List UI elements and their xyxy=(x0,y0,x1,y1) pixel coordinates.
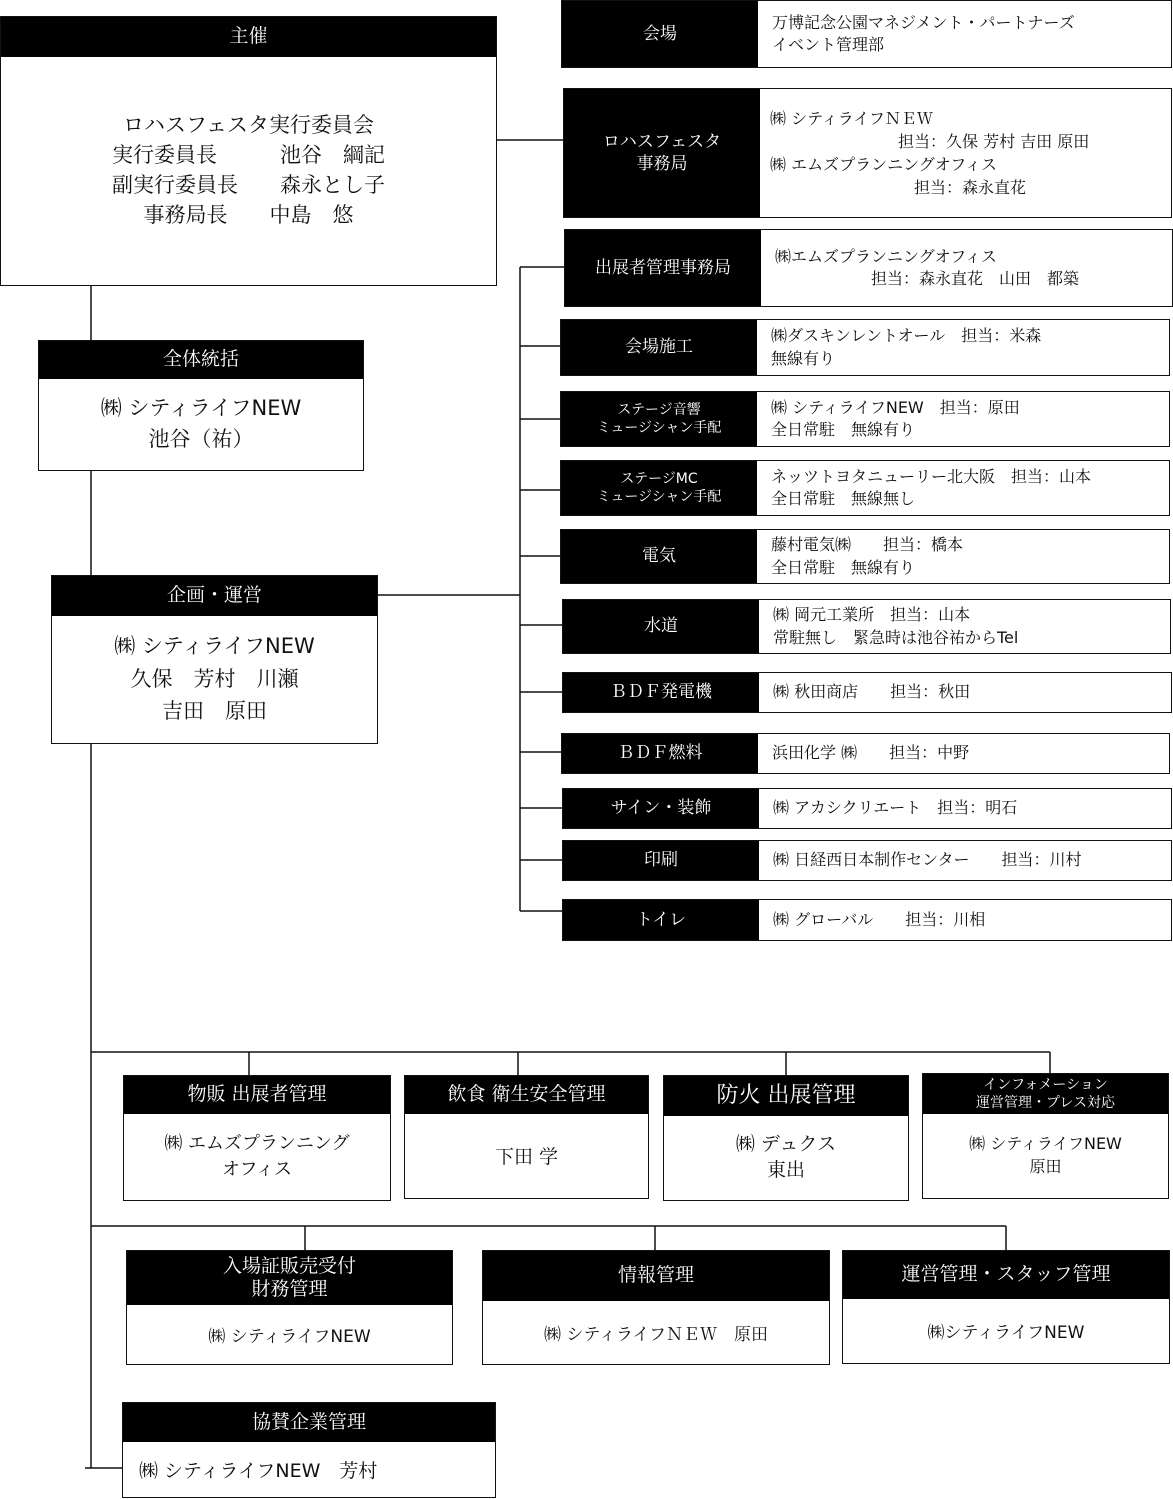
venue-line: イベント管理部 xyxy=(772,35,885,54)
staff-management-header: 運営管理・スタッフ管理 xyxy=(843,1251,1169,1299)
vendor-label: 印刷 xyxy=(563,841,759,880)
planning-line: ㈱ シティライフNEW xyxy=(114,634,315,659)
vendor-line: ㈱ダスキンレントオール 担当：米森 xyxy=(771,326,1042,346)
organizer-line: 実行委員長 池谷 綱記 xyxy=(112,143,385,168)
organizer-header: 主催 xyxy=(1,17,496,57)
vendor-line: ネッツトヨタニューリー北大阪 担当：山本 xyxy=(771,466,1092,486)
secretariat-label: ロハスフェスタ 事務局 xyxy=(564,89,760,217)
vendor-label: ＢＤＦ発電機 xyxy=(563,673,759,712)
vendor-line: ㈱ グローバル 担当：川相 xyxy=(773,909,986,929)
vendor-label: ステージ音響 ミュージシャン手配 xyxy=(561,392,757,446)
organizer-line: 副実行委員長 森永とし子 xyxy=(112,173,385,197)
secretariat-line: ㈱ エムズプランニングオフィス xyxy=(770,155,998,174)
food-safety-box xyxy=(404,1075,649,1199)
planning-line: 吉田 原田 xyxy=(162,699,267,724)
vendor-line: 藤村電気㈱ 担当：橋本 xyxy=(771,535,964,555)
vendor-text xyxy=(759,600,1170,653)
staff-management-body: ㈱シティライフNEW xyxy=(927,1323,1085,1343)
planning-line: 久保 芳村 川瀬 xyxy=(130,666,299,691)
venue-row xyxy=(561,0,1172,68)
fire-prevention-header: 防火 出展管理 xyxy=(664,1076,908,1116)
vendor-line: ㈱エムズプランニングオフィス xyxy=(775,246,997,266)
vendor-label: 水道 xyxy=(563,600,759,653)
vendor-text xyxy=(761,230,1172,306)
sponsor-header: 協賛企業管理 xyxy=(123,1403,495,1442)
fire-prevention-body: ㈱ デュクス 東出 xyxy=(735,1132,837,1181)
organizer-line: ロハスフェスタ実行委員会 xyxy=(123,113,374,138)
vendor-label: ステージMC ミュージシャン手配 xyxy=(561,461,757,515)
vendor-text xyxy=(759,789,1171,828)
vendor-line: ㈱ 秋田商店 担当：秋田 xyxy=(773,682,971,702)
ticket-finance-body: ㈱ シティライフNEW xyxy=(208,1326,371,1347)
planning-header: 企画・運営 xyxy=(52,576,377,616)
sales-exhibitor-body: ㈱ エムズプランニング オフィス xyxy=(164,1133,350,1180)
vendor-line: 全日常駐 無線有り xyxy=(771,420,916,439)
venue-label: 会場 xyxy=(562,1,758,67)
secretariat-row xyxy=(563,88,1172,218)
vendor-line: 常駐無し 緊急時は池谷祐からTel xyxy=(773,627,1019,647)
vendor-text xyxy=(757,461,1169,515)
vendor-row xyxy=(561,733,1170,774)
info-management-box xyxy=(482,1250,830,1365)
sponsor-body: ㈱ シティライフNEW 芳村 xyxy=(139,1459,378,1482)
venue-text xyxy=(758,1,1171,67)
vendor-row xyxy=(562,599,1171,654)
info-management-header: 情報管理 xyxy=(483,1251,829,1301)
vendor-text xyxy=(757,320,1169,375)
planning-box xyxy=(51,575,378,744)
organizer-line: 事務局長 中島 悠 xyxy=(143,202,354,227)
vendor-text xyxy=(759,900,1171,940)
staff-management-box xyxy=(842,1250,1170,1364)
venue-line: 万博記念公園マネジメント・パートナーズ xyxy=(772,12,1075,32)
vendor-label: サイン・装飾 xyxy=(563,789,759,828)
vendor-label: トイレ xyxy=(563,900,759,940)
secretariat-line: ㈱ シティライフＮＥＷ xyxy=(770,108,933,128)
vendor-text xyxy=(759,841,1171,880)
planning-body xyxy=(52,616,377,742)
vendor-text xyxy=(758,734,1169,773)
vendor-text xyxy=(759,673,1171,712)
vendor-line: 全日常駐 無線無し xyxy=(771,489,916,508)
vendor-line: ㈱ アカシクリエート 担当：明石 xyxy=(773,798,1018,818)
sales-exhibitor-box xyxy=(123,1075,391,1201)
vendor-line: 全日常駐 無線有り xyxy=(771,557,916,577)
vendor-row xyxy=(562,672,1172,713)
ticket-finance-header: 入場証販売受付 財務管理 xyxy=(127,1251,452,1305)
vendor-line: 浜田化学 ㈱ 担当：中野 xyxy=(772,743,970,763)
vendor-row xyxy=(560,391,1170,447)
vendor-label: 出展者管理事務局 xyxy=(565,230,761,306)
vendor-row xyxy=(564,229,1173,307)
vendor-row xyxy=(560,460,1170,516)
food-safety-header: 飲食 衛生安全管理 xyxy=(405,1076,648,1114)
organizer-box xyxy=(0,16,497,286)
fire-prevention-box xyxy=(663,1075,909,1201)
vendor-row xyxy=(560,319,1170,376)
sales-exhibitor-header: 物販 出展者管理 xyxy=(124,1076,390,1114)
vendor-label: 会場施工 xyxy=(561,320,757,375)
vendor-row xyxy=(562,788,1172,829)
organizer-body xyxy=(1,57,496,285)
vendor-line: ㈱ シティライフNEW 担当：原田 xyxy=(771,397,1020,417)
overall-line: ㈱ シティライフNEW xyxy=(100,395,302,420)
vendor-line: 無線有り xyxy=(771,348,836,368)
overall-header: 全体統括 xyxy=(39,341,363,379)
vendor-line: ㈱ 岡元工業所 担当：山本 xyxy=(773,605,971,625)
food-safety-body: 下田 学 xyxy=(494,1146,559,1168)
vendor-text xyxy=(757,530,1169,583)
vendor-line: 担当：森永直花 山田 都築 xyxy=(775,269,1080,288)
overall-line: 池谷（祐） xyxy=(148,427,254,451)
vendor-label: 電気 xyxy=(561,530,757,583)
overall-body xyxy=(39,379,363,469)
vendor-text xyxy=(757,392,1169,446)
information-header: インフォメーション 運営管理・プレス対応 xyxy=(923,1074,1168,1114)
secretariat-line: 担当：森永直花 xyxy=(770,178,1027,198)
ticket-finance-box xyxy=(126,1250,453,1365)
secretariat-line: 担当：久保 芳村 吉田 原田 xyxy=(770,131,1090,151)
vendor-row xyxy=(562,840,1172,881)
information-body: ㈱ シティライフNEW 原田 xyxy=(969,1134,1122,1176)
vendor-row xyxy=(562,899,1172,941)
vendor-line: ㈱ 日経西日本制作センター 担当：川村 xyxy=(773,850,1082,870)
overall-box xyxy=(38,340,364,471)
info-management-body: ㈱ シティライフＮＥＷ 原田 xyxy=(543,1324,769,1345)
information-box xyxy=(922,1073,1169,1199)
vendor-label: ＢＤＦ燃料 xyxy=(562,734,758,773)
secretariat-text xyxy=(760,89,1171,217)
sponsor-box xyxy=(122,1402,496,1498)
vendor-row xyxy=(560,529,1170,584)
